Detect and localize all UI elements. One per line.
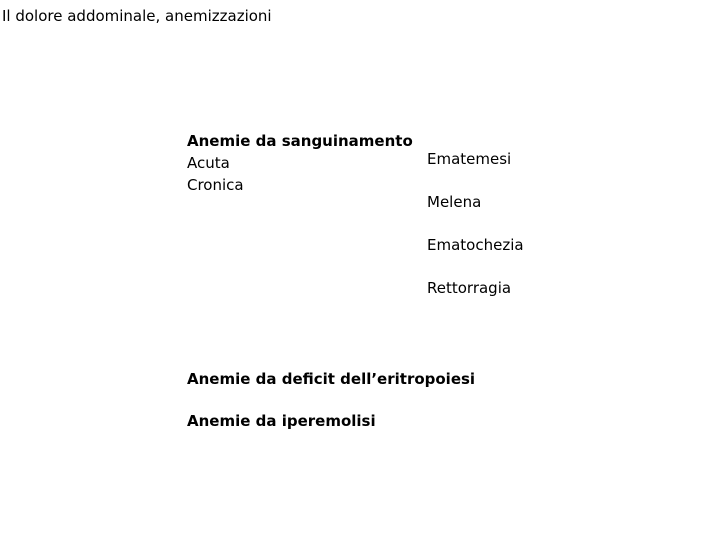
manifestation-melena: Melena bbox=[427, 193, 482, 211]
bleeding-anemia-heading: Anemie da sanguinamento bbox=[187, 132, 413, 150]
hemolytic-anemia-heading: Anemie da iperemolisi bbox=[187, 412, 376, 430]
manifestation-ematemesi: Ematemesi bbox=[427, 150, 512, 168]
bleeding-anemia-section bbox=[187, 130, 413, 196]
bleeding-type-chronic: Cronica bbox=[187, 176, 244, 194]
bleeding-type-acute: Acuta bbox=[187, 154, 230, 172]
manifestation-ematochezia: Ematochezia bbox=[427, 236, 524, 254]
manifestation-rettorragia: Rettorragia bbox=[427, 279, 512, 297]
bleeding-manifestations-list bbox=[427, 148, 524, 320]
page-title: Il dolore addominale, anemizzazioni bbox=[2, 7, 272, 25]
deficit-anemia-heading: Anemie da deficit dell’eritropoiesi bbox=[187, 370, 476, 388]
